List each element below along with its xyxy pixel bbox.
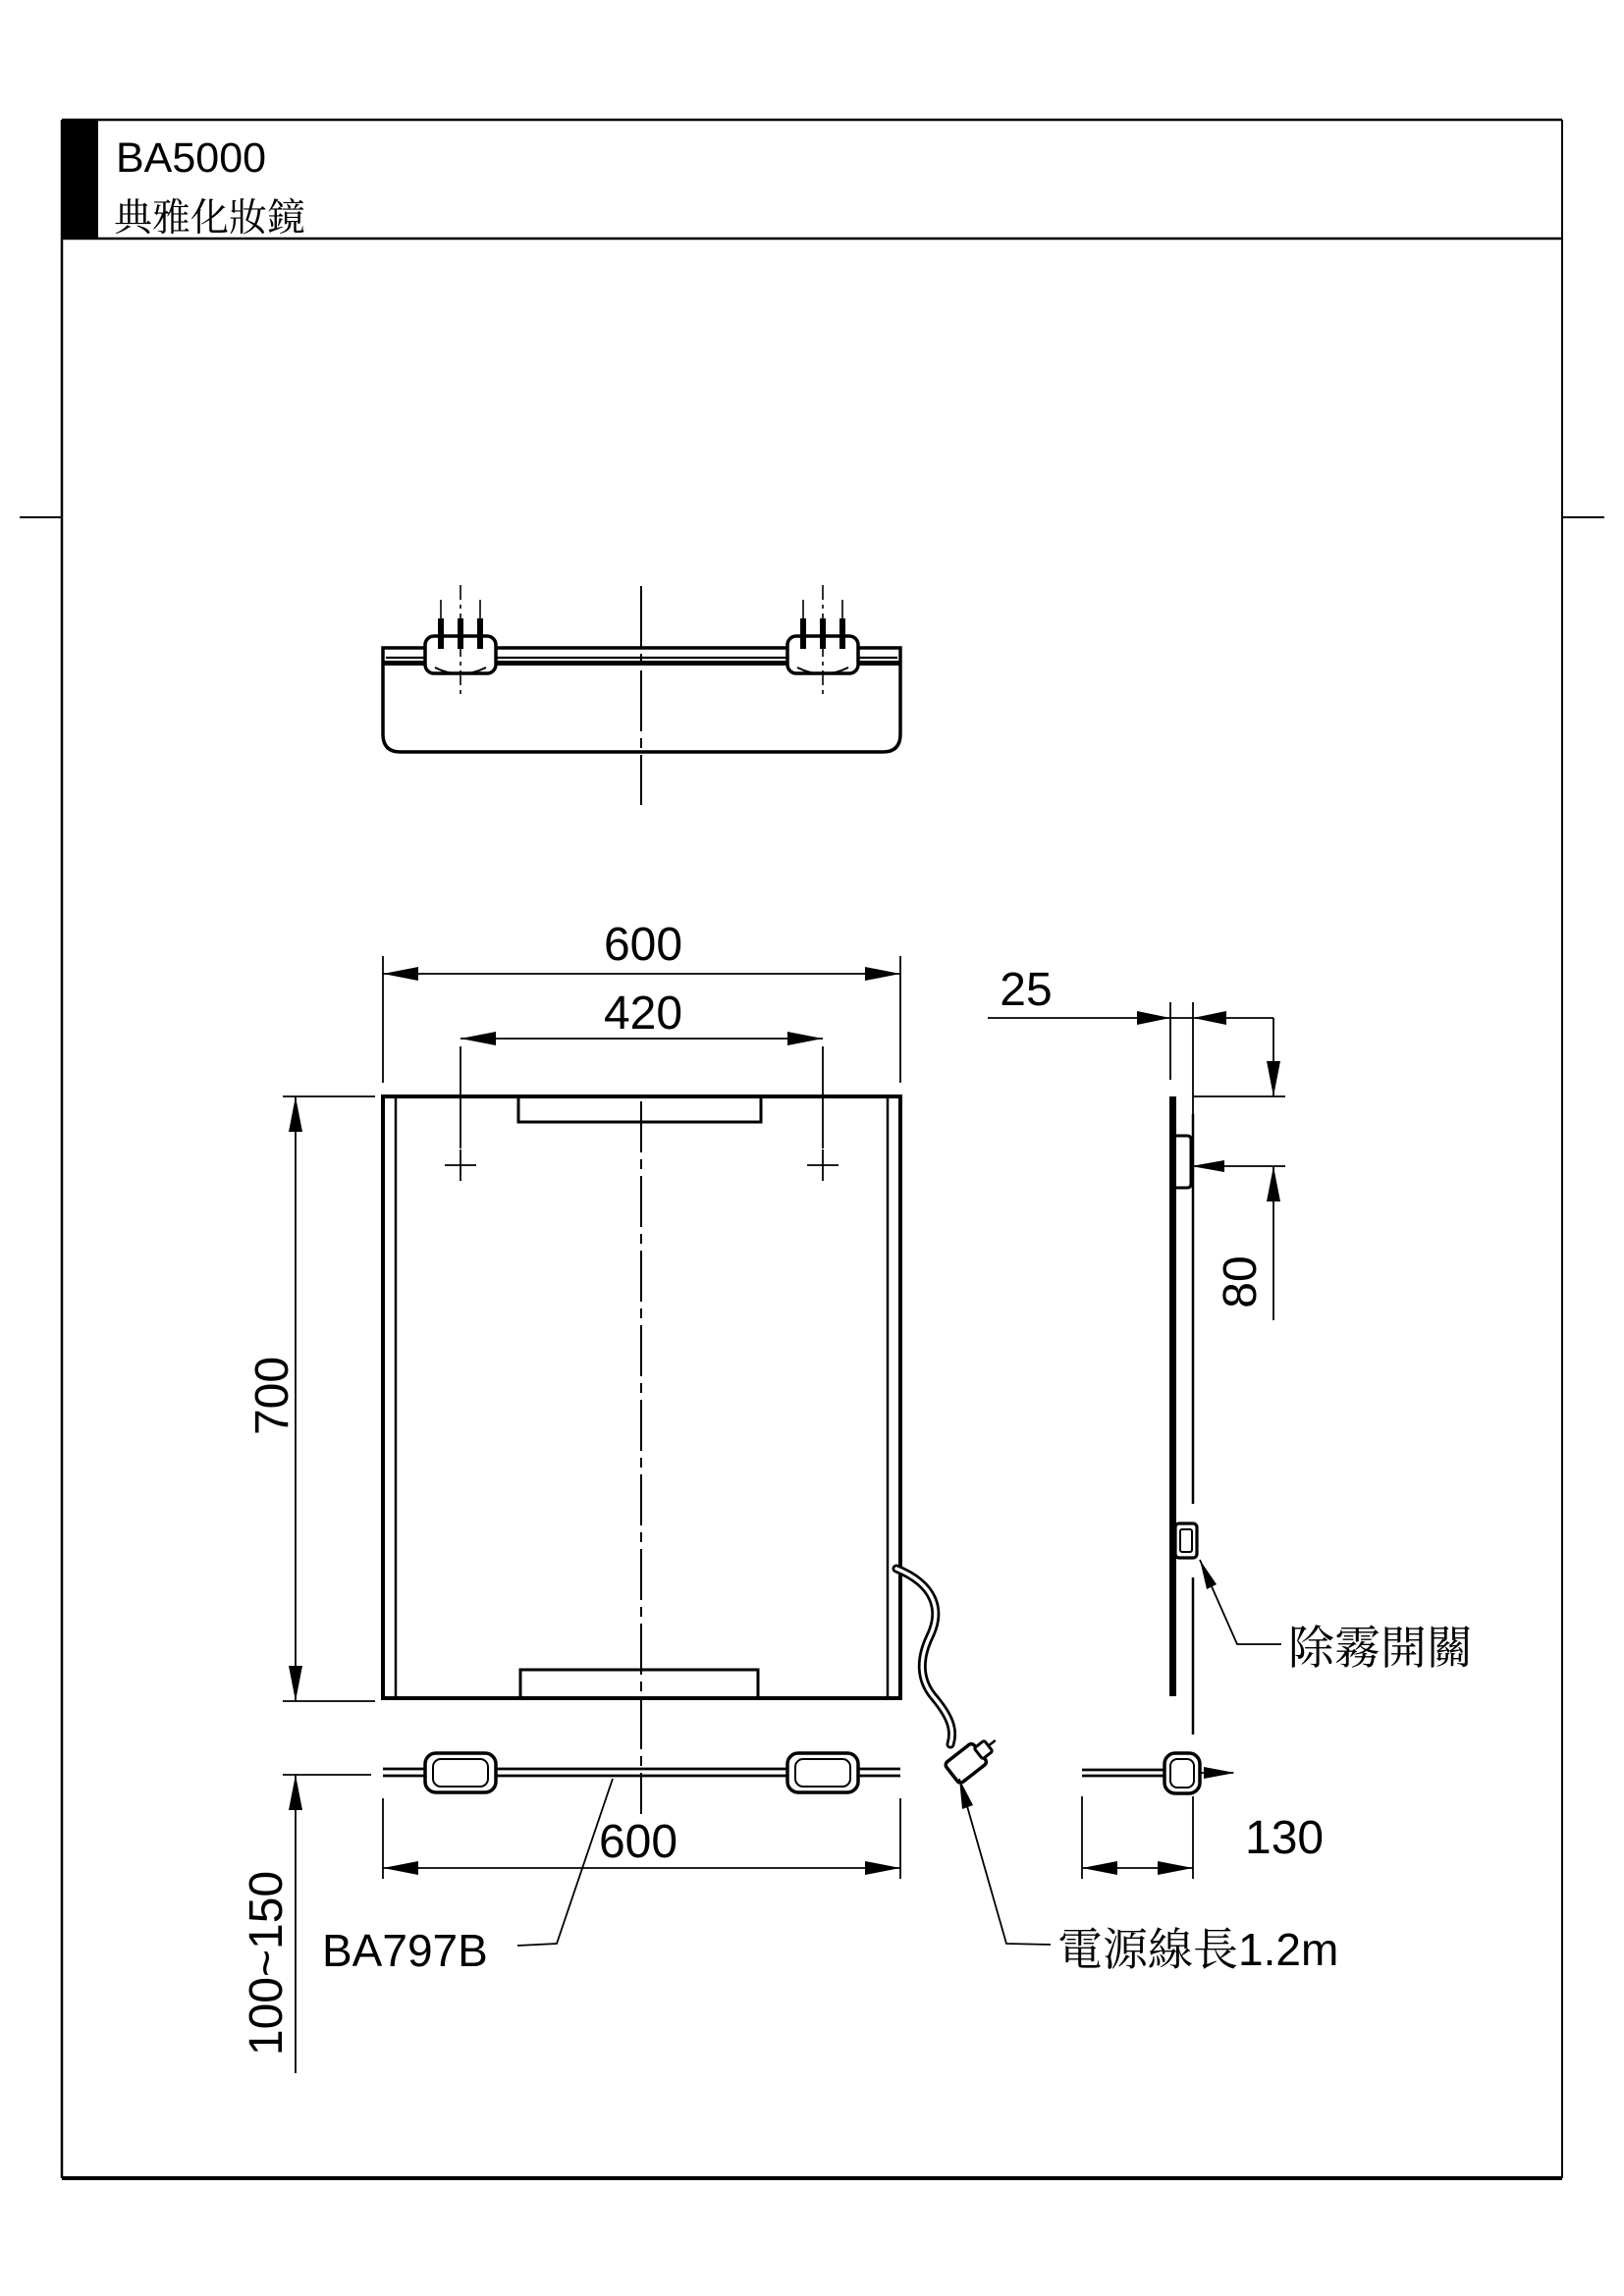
model-number: BA5000: [116, 134, 267, 182]
dim-shelf-depth-130: [1082, 1796, 1324, 1879]
hanger-pointer-arrow: [1191, 1160, 1224, 1172]
mirror-profile: [1169, 1096, 1176, 1696]
shelf-anchor-arrow: [1204, 1767, 1235, 1779]
dim-shelf-gap: [241, 1775, 371, 2073]
leader-arrowhead: [1200, 1560, 1217, 1589]
dim-text-100-150: 100~150: [241, 1870, 293, 2056]
power-cord: [896, 1569, 1003, 1785]
dim-thickness-25: [988, 964, 1273, 1114]
dim-height-700: [246, 1096, 375, 1701]
dim-text-700: 700: [246, 1356, 298, 1436]
annotation-defog-switch: [1200, 1560, 1473, 1674]
shelf-clamp-left: [425, 1753, 496, 1792]
front-view: [383, 1096, 900, 1814]
dim-text-420: 420: [603, 988, 683, 1040]
label-defog-switch: 除霧開關: [1288, 1622, 1473, 1674]
dim-text-80: 80: [1215, 1255, 1267, 1308]
dim-text-600-top: 600: [603, 919, 683, 971]
dim-text-600-bottom: 600: [598, 1816, 678, 1868]
top-view: [383, 585, 900, 805]
defog-switch-profile: [1175, 1523, 1197, 1558]
side-view: [1082, 1096, 1235, 1793]
shelf-clamp-right: [787, 1753, 858, 1792]
leader-arrowhead: [959, 1779, 973, 1809]
dim-text-130: 130: [1245, 1812, 1325, 1864]
side-shelf: [1082, 1753, 1235, 1793]
dim-hanger-offset-80: [1191, 1018, 1285, 1320]
annotation-power-cord: [959, 1779, 1338, 1975]
title-block-bar: [62, 120, 98, 239]
product-name: 典雅化妝鏡: [114, 197, 306, 240]
label-ba797b: BA797B: [322, 1925, 488, 1976]
hanger-bracket: [1176, 1136, 1191, 1188]
annotation-shelf-model: [322, 1779, 613, 1976]
label-power-cord: 電源線長1.2m: [1057, 1924, 1339, 1975]
dim-text-25: 25: [1000, 964, 1053, 1016]
